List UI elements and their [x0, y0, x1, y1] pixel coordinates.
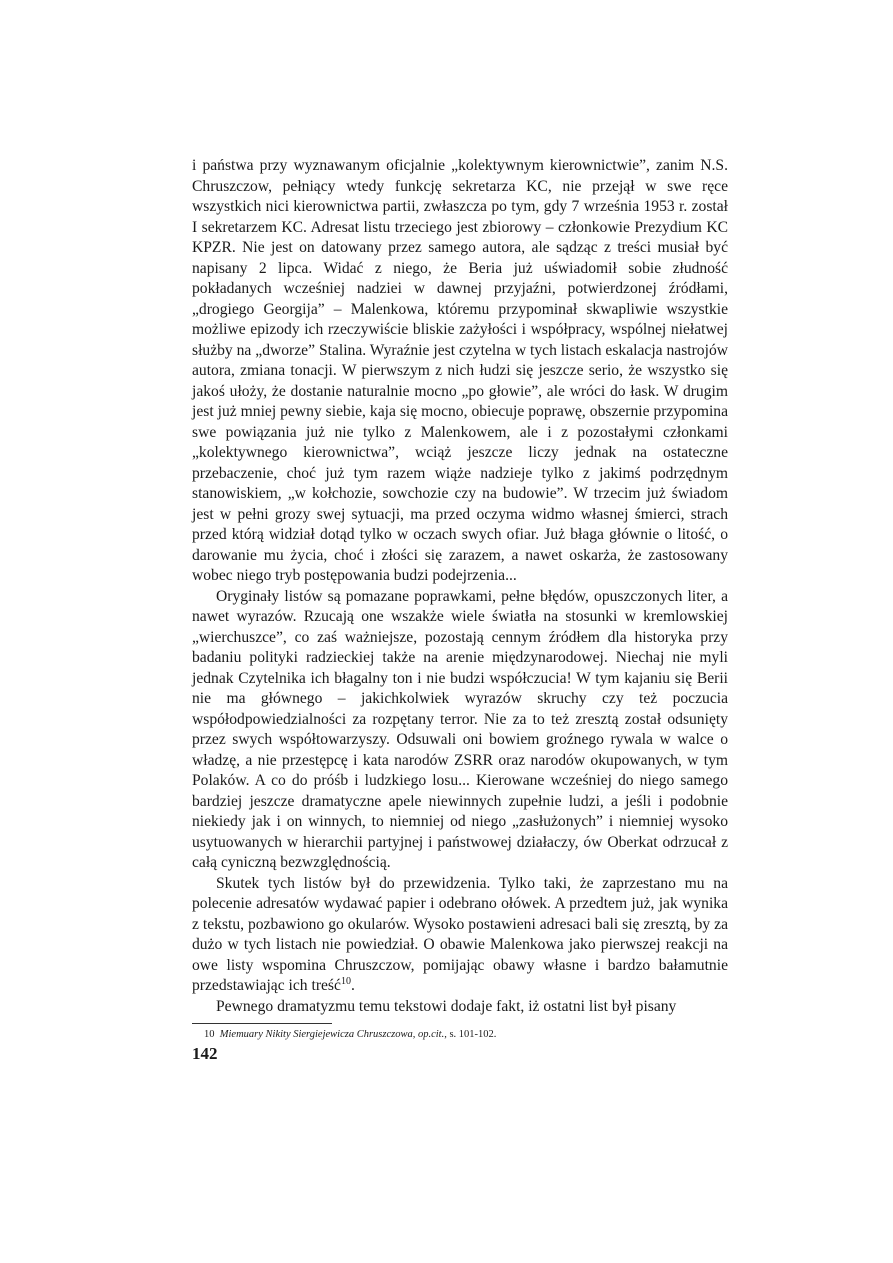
footnote-title: Miemuary Nikity Siergiejewicza Chruszczowa, op.cit.: [219, 1029, 445, 1040]
page-content: [192, 156, 728, 1042]
paragraph-3: [192, 874, 728, 997]
page-number: 142: [192, 1044, 218, 1063]
body-text: [192, 156, 728, 1017]
footnote-divider: [192, 1023, 332, 1024]
footnote: [192, 1028, 728, 1042]
paragraph-3-end: .: [350, 977, 355, 994]
paragraph-1: i państwa przy wyznawanym oficjalnie „kolektywnym kierownictwie”, zanim N.S. Chruszczow, pełniący wtedy funkcję sekretarza KC, nie przejął w swe ręce wszystkich nici kierownictwa partii, zwłaszcza po tym, gdy 7 września 1953 r. został I sekretarzem KC. Adresat listu trzeciego jest zbiorowy – członkowie Prezydium KC KPZR. Nie jest on datowany przez samego autora, ale sądząc z treści musiał być napisany 2 lipca. Widać z niego, że Beria już uświadomił sobie złudność pokładanych wcześniej nadziei w dawnej przyjaźni, potwierdzonej źródłami, „drogiego Georgija” – Malenkowa, któremu przypominał skwapliwie wszystkie możliwe epizody ich rzeczywiście bliskie zażyłości i współpracy, wspólnej niełatwej służby na „dworze” Stalina. Wyraźnie jest czytelna w tych listach eskalacja nastrojów autora, zmiana tonacji. W pierwszym z nich łudzi się jeszcze serio, że wszystko się jakoś ułoży, że dostanie naturalnie mocno „po głowie”, ale wróci do łask. W drugim jest już mniej pewny siebie, kaja się mocno, obiecuje poprawę, obszernie przypomina swe powiązania już nie tylko z Malenkowem, ale i z pozostałymi członkami „kolektywnego kierownictwa”, wciąż jeszcze liczy jednak na ostateczne przebaczenie, choć już tym razem wiąże nadzieje tylko z jakimś podrzędnym stanowiskiem, „w kołchozie, sowchozie czy na budowie”. W trzecim już świadom jest w pełni grozy swej sytuacji, ma przed oczyma widmo własnej śmierci, strach przed którą widział dotąd tylko w oczach swych ofiar. Już błaga głównie o litość, o darowanie mu życia, choć i złości się zarazem, a nawet oskarża, że zastosowany wobec niego tryb postępowania budzi podejrzenia...: [192, 157, 728, 584]
paragraph-4: Pewnego dramatyzmu temu tekstowi dodaje fakt, iż ostatni list był pisany: [216, 997, 677, 1015]
paragraph-2: Oryginały listów są pomazane poprawkami, pełne błędów, opuszczonych liter, a nawet wyrazów. Rzucają one wszakże wiele światła na stosunki w kremlowskiej „wierchuszce”, co zaś ważniejsze, pozostają cennym źródłem dla historyka przy badaniu polityki radzieckiej także na arenie międzynarodowej. Niechaj nie myli jednak Czytelnika ich błagalny ton i nie budzi współczucia! W tym kajaniu się Berii nie ma głównego – jakichkolwiek wyrazów skruchy czy też poczucia współodpowiedzialności za rozpętany terror. Nie za to też zresztą został odsunięty przez swych współtowarzyszy. Odsuwali oni bowiem groźnego rywala w walce o władzę, a nie przestępcę i kata narodów ZSRR oraz narodów okupowanych, w tym Polaków. A co do próśb i ludzkiego losu... Kierowane wcześniej do niego samego bardziej jeszcze dramatyczne apele niewinnych zupełnie ludzi, a jeśli i podobnie niekiedy jak i on winnych, to niemniej od niego „zasłużonych” i niemniej wysoko usytuowanych w hierarchii partyjnej i państwowej działaczy, ów Oberkat odrzucał z całą cyniczną bezwzględnością.: [192, 587, 728, 871]
footnote-number: 10: [204, 1029, 215, 1040]
paragraph-3-text: Skutek tych listów był do przewidzenia. Tylko taki, że zaprzestano mu na polecenie adresatów wydawać papier i odebrano ołówek. A przedtem już, jak wynika z tekstu, pozbawiono go okularów. Wysoko postawieni adresaci bali się zresztą, by za dużo w tych listach nie powiedział. O obawie Malenkowa jako pierwszej reakcji na owe listy wspomina Chruszczow, pomijając obawy własne i bardzo bałamutnie przedstawiając ich treść: [192, 874, 728, 994]
footnote-rest: , s. 101-102.: [444, 1029, 497, 1040]
footnote-reference[interactable]: 10: [340, 975, 351, 987]
